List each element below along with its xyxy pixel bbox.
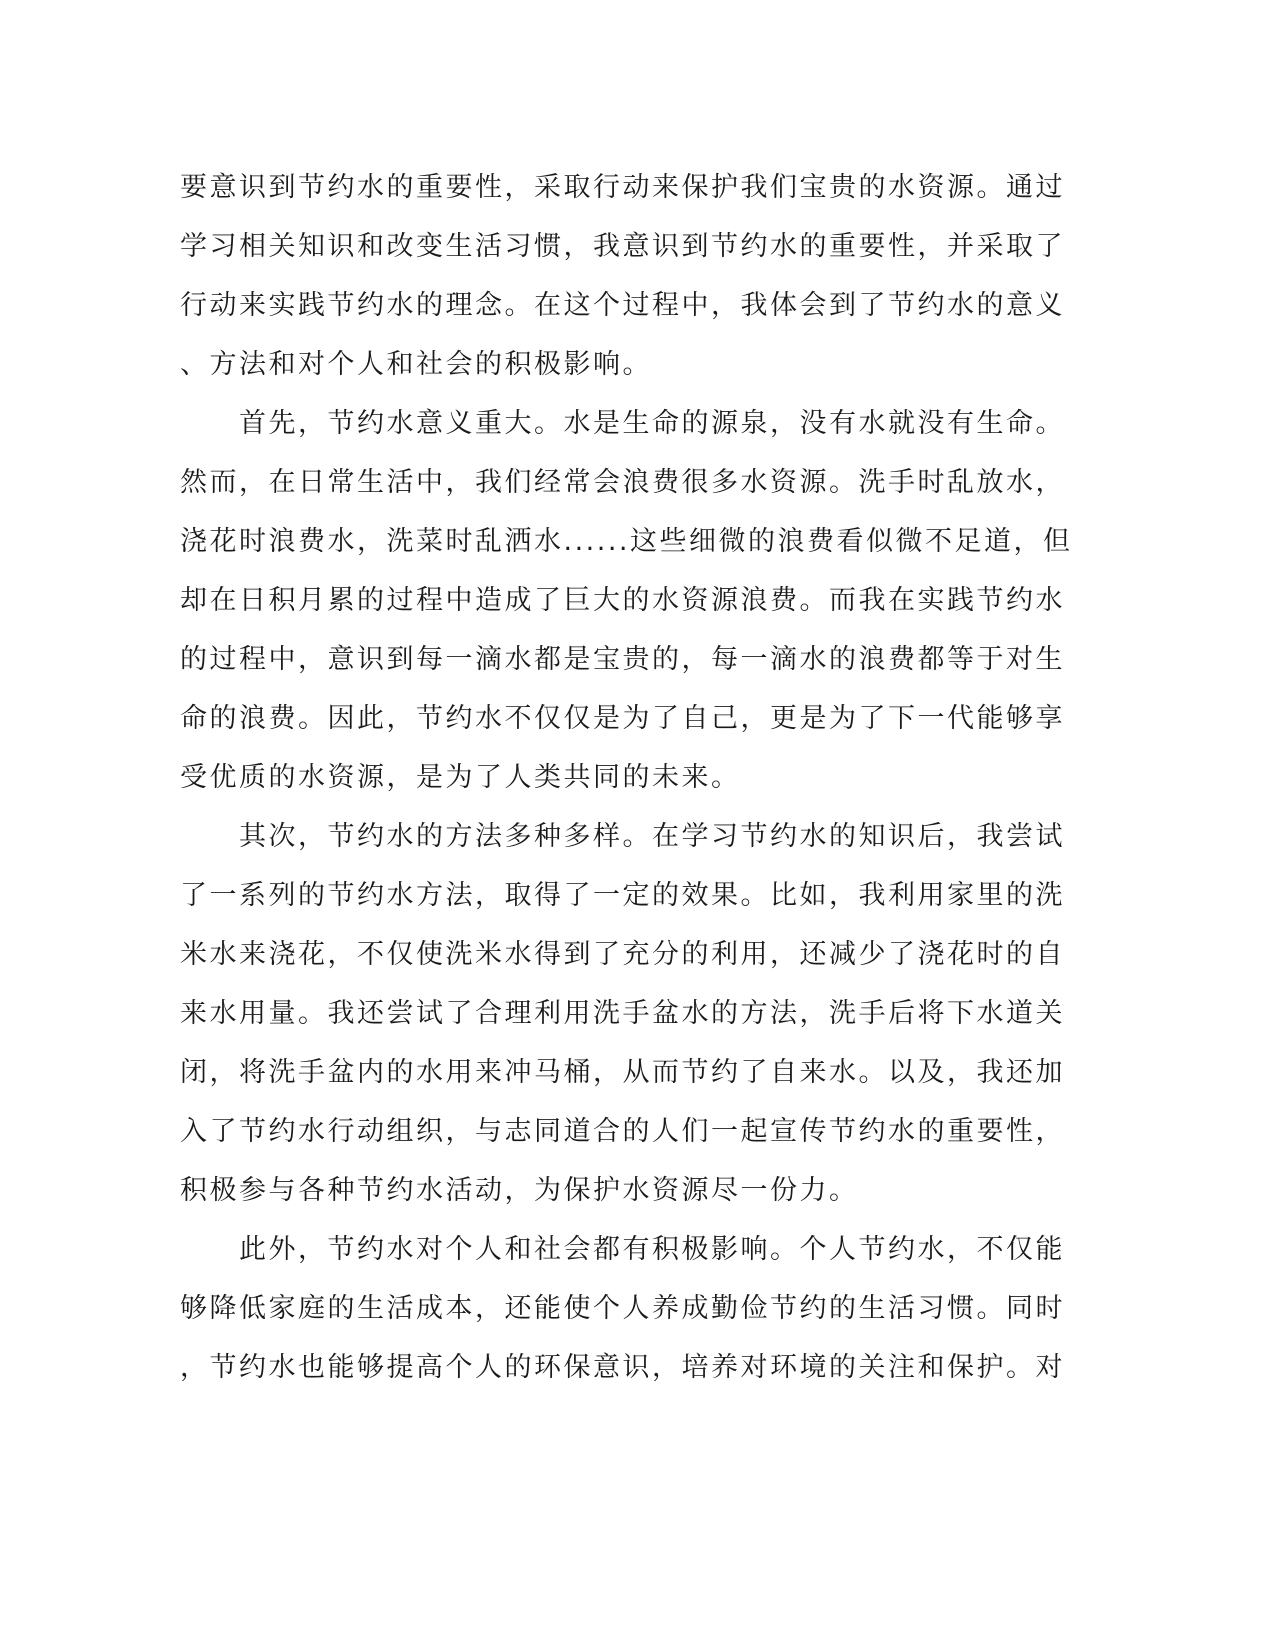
text-line: 、方法和对个人和社会的积极影响。 (180, 349, 652, 380)
text-line: 行动来实践节约水的理念。在这个过程中，我体会到了节约水的意义 (180, 290, 1065, 321)
body-text (180, 158, 1073, 1397)
text-line: 其次，节约水的方法多种多样。在学习节约水的知识后，我尝试 (180, 821, 1065, 852)
text-line: 积极参与各种节约水活动，为保护水资源尽一份力。 (180, 1175, 859, 1206)
text-line: 命的浪费。因此，节约水不仅仅是为了自己，更是为了下一代能够享 (180, 703, 1065, 734)
text-line: 此外，节约水对个人和社会都有积极影响。个人节约水，不仅能 (180, 1234, 1065, 1265)
text-line: 浇花时浪费水，洗菜时乱洒水......这些细微的浪费看似微不足道，但 (180, 526, 1073, 557)
text-line: 首先，节约水意义重大。水是生命的源泉，没有水就没有生命。 (180, 408, 1065, 439)
text-line: 米水来浇花，不仅使洗米水得到了充分的利用，还减少了浇花时的自 (180, 939, 1065, 970)
text-line: 然而，在日常生活中，我们经常会浪费很多水资源。洗手时乱放水， (180, 467, 1065, 498)
text-line: 入了节约水行动组织，与志同道合的人们一起宣传节约水的重要性， (180, 1116, 1065, 1147)
text-line: 却在日积月累的过程中造成了巨大的水资源浪费。而我在实践节约水 (180, 585, 1065, 616)
text-line: 学习相关知识和改变生活习惯，我意识到节约水的重要性，并采取了 (180, 231, 1065, 262)
text-line: ，节约水也能够提高个人的环保意识，培养对环境的关注和保护。对 (180, 1352, 1065, 1383)
text-line: 来水用量。我还尝试了合理利用洗手盆水的方法，洗手后将下水道关 (180, 998, 1065, 1029)
text-line: 的过程中，意识到每一滴水都是宝贵的，每一滴水的浪费都等于对生 (180, 644, 1065, 675)
text-line: 了一系列的节约水方法，取得了一定的效果。比如，我利用家里的洗 (180, 880, 1065, 911)
text-line: 受优质的水资源，是为了人类共同的未来。 (180, 762, 741, 793)
text-line: 够降低家庭的生活成本，还能使个人养成勤俭节约的生活习惯。同时 (180, 1293, 1065, 1324)
text-line: 要意识到节约水的重要性，采取行动来保护我们宝贵的水资源。通过 (180, 172, 1065, 203)
text-line: 闭，将洗手盆内的水用来冲马桶，从而节约了自来水。以及，我还加 (180, 1057, 1065, 1088)
